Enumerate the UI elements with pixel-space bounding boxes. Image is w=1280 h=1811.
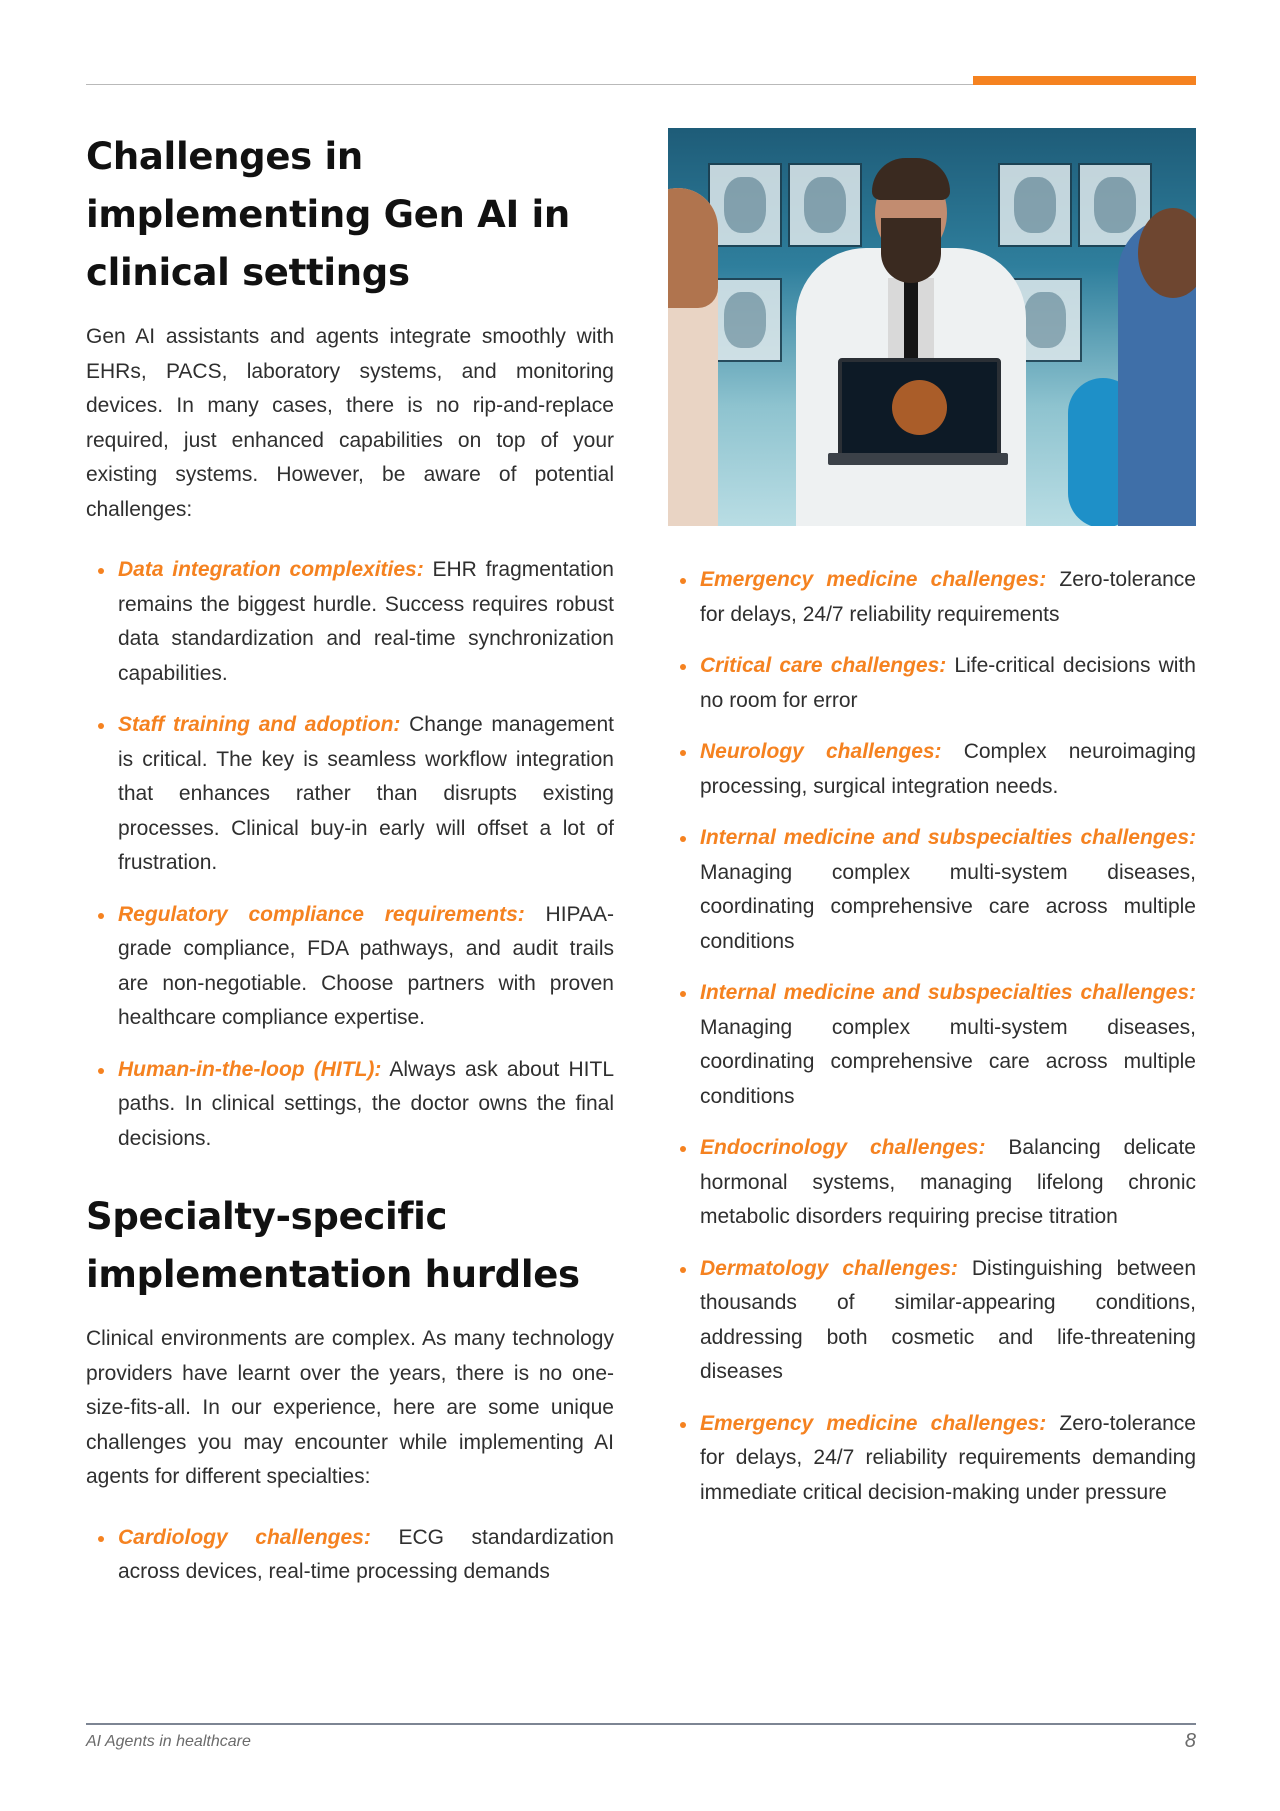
specialty-list-left (86, 1521, 614, 1590)
page-number: 8 (1184, 1730, 1196, 1752)
bullet-text: Managing complex multi-system diseases, coordinating comprehensive care across multiple conditions (700, 1015, 1196, 1108)
doctors-with-laptop-photo (668, 128, 1196, 526)
list-item (668, 976, 1196, 1114)
list-item (668, 1252, 1196, 1390)
bullet-term: Regulatory compliance requirements: (118, 902, 525, 926)
bullet-term: Endocrinology challenges: (700, 1136, 986, 1159)
laptop-base (828, 453, 1008, 465)
intro-paragraph: Gen AI assistants and agents integrate smoothly with EHRs, PACS, laboratory systems, and monitoring devices. In many cases, there is no rip-and-replace required, just enhanced capabilities on top of your existing systems. However, be aware of potential challenges: (86, 325, 614, 521)
left-column (86, 128, 614, 1607)
doctor-beard (881, 218, 941, 283)
list-item (86, 1521, 614, 1590)
bullet-term: Emergency medicine challenges: (700, 1411, 1047, 1435)
right-column (668, 128, 1196, 1527)
header-accent-bar (973, 76, 1196, 85)
bullet-term: Internal medicine and subspecialties challenges: (700, 981, 1196, 1004)
list-item (86, 708, 614, 881)
bullet-text: Complex neuroimaging processing, surgical integration needs. (700, 740, 1196, 798)
bullet-term: Internal medicine and subspecialties challenges: (700, 826, 1196, 849)
bullet-term: Critical care challenges: (700, 654, 947, 677)
challenges-list (86, 553, 614, 1156)
footer-doc-title: AI Agents in healthcare (86, 1733, 251, 1750)
xray-panel (708, 163, 782, 247)
list-item (668, 1131, 1196, 1235)
list-item (86, 898, 614, 1036)
footer-rule (86, 1723, 1196, 1725)
bullet-term: Neurology challenges: (700, 740, 942, 763)
list-item (86, 1053, 614, 1157)
bullet-text: Life-critical decisions with no room for error (700, 654, 1196, 712)
specialty-intro-paragraph: Clinical environments are complex. As many technology providers have learnt over the years, there is no one-size-fits-all. In our experience, here are some unique challenges you may encounter while implementing AI agents for different specialties: (86, 1327, 614, 1488)
section-title-specialty: Specialty-specific implementation hurdles (86, 1195, 580, 1296)
section-title-challenges: Challenges in implementing Gen AI in clinical settings (86, 135, 570, 294)
bullet-text: Always ask about HITL paths. In clinical settings, the doctor owns the final decisions. (118, 1057, 615, 1150)
list-item (86, 553, 614, 691)
bullet-term: Data integration complexities: (118, 558, 424, 581)
list-item (668, 649, 1196, 718)
bullet-text: Change management is critical. The key is seamless workflow integration that enhances rather than disrupts existing processes. Clinical buy-in early will offset a lot of frustration. (118, 713, 614, 874)
list-item (668, 821, 1196, 959)
colleague-left-hair (668, 188, 718, 308)
doctor-hair (872, 158, 950, 200)
xray-panel (708, 278, 782, 362)
bullet-text: Managing complex multi-system diseases, coordinating comprehensive care across multiple conditions (700, 860, 1196, 953)
bullet-text: Balancing delicate hormonal systems, managing lifelong chronic metabolic disorders requiring precise titration (700, 1136, 1196, 1228)
xray-panel (788, 163, 862, 247)
bullet-text: Zero-tolerance for delays, 24/7 reliability requirements (700, 568, 1196, 626)
bullet-term: Cardiology challenges: (118, 1525, 371, 1549)
list-item (668, 563, 1196, 632)
list-item (668, 1407, 1196, 1511)
bullet-term: Dermatology challenges: (700, 1256, 958, 1280)
bullet-term: Staff training and adoption: (118, 713, 401, 736)
bullet-term: Human-in-the-loop (HITL): (118, 1057, 382, 1081)
list-item (668, 735, 1196, 804)
bullet-text: Distinguishing between thousands of similar-appearing conditions, addressing both cosmetic and life-threatening diseases (700, 1256, 1196, 1383)
bullet-term: Emergency medicine challenges: (700, 568, 1047, 591)
specialty-list-right (668, 563, 1196, 1510)
xray-panel (998, 163, 1072, 247)
laptop-screen (838, 358, 1001, 461)
bullet-text: ECG standardization across devices, real-time processing demands (118, 1525, 614, 1583)
bullet-text: HIPAA-grade compliance, FDA pathways, and audit trails are non-negotiable. Choose partners with proven healthcare compliance expertise. (118, 902, 614, 1029)
bullet-text: EHR fragmentation remains the biggest hurdle. Success requires robust data standardization and real-time synchronization capabilities. (118, 558, 614, 685)
bullet-text: Zero-tolerance for delays, 24/7 reliability requirements demanding immediate critical decision-making under pressure (700, 1411, 1196, 1504)
